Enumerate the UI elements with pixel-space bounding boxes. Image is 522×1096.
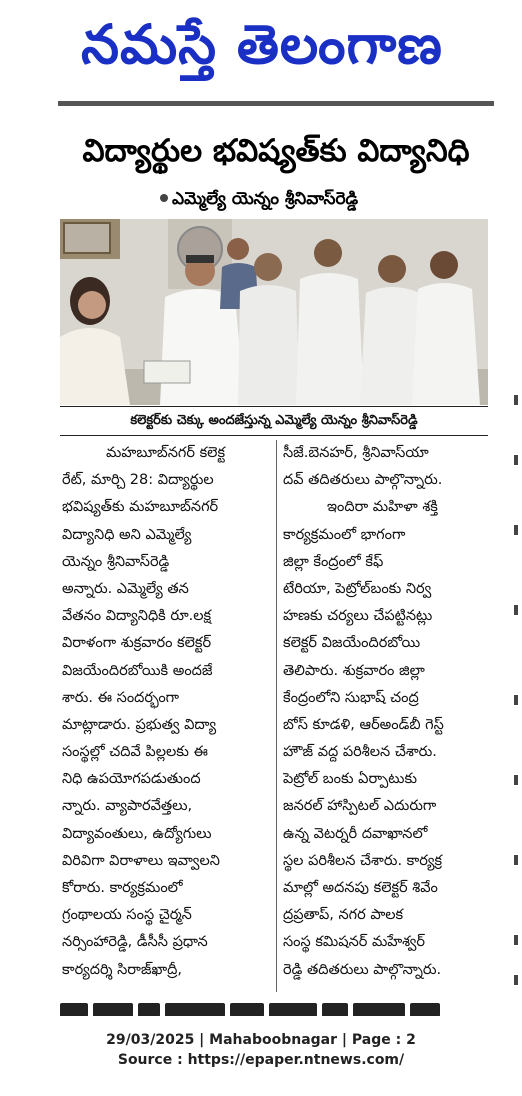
- article-text-line: టేరియా, పెట్రోల్‌బంకు నిర్వ: [283, 580, 432, 597]
- article-text-line: దవ్ తదితరులు పాల్గొన్నారు.: [283, 472, 443, 489]
- article-text-line: సంస్థల్లో చదివే పిల్లలకు ఈ: [62, 744, 208, 761]
- article-left-column: [62, 440, 270, 992]
- article-text-line: యెన్నం శ్రీనివాస్‌రెడ్డి: [62, 553, 170, 570]
- article-text-line: కార్యక్రమంలో భాగంగా: [283, 526, 406, 543]
- article-text-line: భవిష్యత్‌కు మహబూబ్‌నగర్: [62, 499, 219, 516]
- article-text-line: గ్రంథాలయ సంస్థ చైర్మన్: [62, 907, 192, 924]
- article-text-line: విద్యావంతులు, ఉద్యోగులు: [62, 825, 212, 842]
- adjacent-page-edge: [512, 395, 520, 995]
- article-text-line: మహబూబ్‌నగర్ కలెక్ట: [106, 445, 226, 461]
- article-text-line: శారు. ఈ సందర్భంగా: [62, 689, 180, 706]
- article-text-line: స్థల పరిశీలన చేశారు. కార్యక్ర: [283, 852, 443, 869]
- column-divider: [276, 440, 277, 992]
- photo-caption: కలెక్టర్‌కు చెక్కు అందజేస్తున్న ఎమ్మెల్యే యెన్నం శ్రీనివాస్‌రెడ్డి: [60, 406, 488, 436]
- article-text-line: న్నారు. వ్యాపారవేత్తలు,: [62, 798, 193, 815]
- article-text-line: పెట్రోల్ బంకు ఏర్పాటుకు: [283, 771, 418, 788]
- article-text-line: మాట్లాడారు. ప్రభుత్వ విద్యా: [62, 716, 217, 733]
- article-text-line: హణకు చర్యలు చేపట్టినట్లు: [283, 608, 433, 625]
- article-text-line: కోరారు. కార్యక్రమంలో: [62, 880, 183, 896]
- article-headline: విద్యార్థుల భవిష్యత్‌కు విద్యానిధి: [82, 133, 470, 169]
- article-text-line: విద్యానిధి అని ఎమ్మెల్యే: [62, 526, 192, 543]
- article-text-line: నిధి ఉపయోగపడుతుంద: [62, 771, 201, 788]
- article-text-line: ఇందిరా మహిళా శక్తి: [327, 499, 438, 516]
- article-text-line: జిల్లా కేంద్రంలో కేఫ్: [283, 553, 384, 570]
- article-text-line: జనరల్ హాస్పిటల్ ఎదురుగా: [283, 798, 437, 815]
- article-text-line: విజయేందిరబోయికి అందజే: [62, 662, 213, 679]
- article-text-line: రెడ్డి తదితరులు పాల్గొన్నారు.: [283, 961, 442, 978]
- footer-source-line: Source : https://epaper.ntnews.com/: [117, 1052, 405, 1068]
- article-text-line: కలెక్టర్ విజయేందిరబోయి: [283, 635, 421, 652]
- article-text-line: హౌజ్ వద్ద పరిశీలన చేశారు.: [283, 744, 437, 761]
- article-byline: [160, 186, 420, 212]
- article-text-line: ఉన్న వెటర్నరీ దవాఖానలో: [283, 825, 428, 842]
- masthead-divider: [58, 101, 494, 106]
- bullet-icon: [160, 194, 168, 202]
- article-text-line: కార్యదర్శి సిరాజ్‌ఖాద్రీ,: [62, 961, 182, 978]
- article-text-line: వేతనం విద్యానిధికి రూ.లక్ష: [62, 608, 212, 625]
- article-text-line: సీజే.బెనహర్, శ్రీనివాస్‌యా: [283, 445, 429, 461]
- footer-date-line: 29/03/2025 | Mahaboobnagar | Page : 2: [106, 1032, 416, 1048]
- newspaper-masthead: నమస్తే తెలంగాణ: [81, 13, 443, 76]
- photo-illustration: [60, 219, 488, 405]
- article-text-line: నర్సింహారెడ్డి, డీసీసీ ప్రధాన: [62, 934, 208, 951]
- next-article-cutoff: [60, 1002, 490, 1016]
- article-text-line: కేంద్రంలోని సుభాష్ చంద్ర: [283, 689, 419, 706]
- article-text-line: ద్రప్రతాప్, నగర పాలక: [283, 907, 404, 924]
- byline-text: ఎమ్మెల్యే యెన్నం శ్రీనివాస్‌రెడ్డి: [172, 189, 359, 209]
- page-footer: [0, 1030, 522, 1070]
- article-text-line: అన్నారు. ఎమ్మెల్యే తన: [62, 580, 189, 597]
- article-text-line: విరివిగా విరాళాలు ఇవ్వాలని: [62, 852, 220, 869]
- article-text-line: రేట్, మార్చి 28: విద్యార్థుల: [62, 472, 214, 489]
- article-text-line: తెలిపారు. శుక్రవారం జిల్లా: [283, 662, 425, 679]
- article-text-line: మాల్లో అదనపు కలెక్టర్ శివేం: [283, 880, 438, 896]
- article-text-line: బోస్ కూడళి, ఆర్‌అండ్‌బీ గెస్ట్: [283, 716, 444, 733]
- article-right-column: [283, 440, 491, 992]
- article-text-line: విరాళంగా శుక్రవారం కలెక్టర్: [62, 635, 212, 652]
- article-photo: [60, 219, 488, 405]
- article-text-line: సంస్థ కమిషనర్ మహేశ్వర్: [283, 934, 425, 951]
